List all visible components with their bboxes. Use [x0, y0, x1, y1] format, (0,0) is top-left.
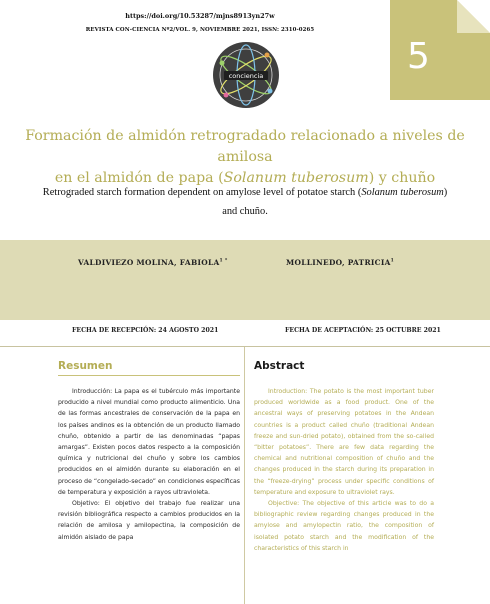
- title-es-line1: Formación de almidón retrogradado relacionado a niveles de amilosa: [25, 128, 465, 165]
- author-2-name: MOLLINEDO, PATRICIA: [286, 258, 391, 267]
- article-number: 5: [407, 36, 430, 77]
- author-1-name: VALDIVIEZO MOLINA, FABIOLA: [78, 258, 220, 267]
- title-es-species: Solanum tuberosum: [223, 170, 369, 186]
- author-2: [286, 258, 394, 267]
- title-es-line2b: ) y chuño: [368, 170, 436, 186]
- resumen-rule: [58, 375, 240, 376]
- column-divider: [244, 347, 245, 604]
- accepted-date: FECHA DE ACEPTACIÓN: 25 OCTUBRE 2021: [285, 327, 441, 334]
- abstract-body: [254, 386, 434, 554]
- article-number-box: [390, 0, 490, 100]
- author-2-affiliation: 1: [390, 258, 395, 264]
- title-en-a: Retrograded starch formation dependent on amylose level of potatoe starch (: [42, 187, 362, 198]
- abstract-heading: Abstract: [254, 360, 305, 372]
- doi-link[interactable]: https://doi.org/10.53287/mjns8913yn27w: [125, 12, 275, 20]
- resumen-paragraph-2: Objetivo: El objetivo del trabajo fue realizar una revisión bibliográfica respecto a cambios producidos en la relación de amilosa y amilopectina, la composición de almidón aislado de papa: [58, 500, 240, 541]
- title-es-line2a: en el almidón de papa (: [54, 170, 224, 186]
- logo-wordmark: conciencia: [228, 72, 264, 80]
- title-spanish: [20, 126, 470, 189]
- journal-line: REVISTA CON-CIENCIA Nº2/VOL. 9, NOVIEMBRE 2021, ISSN: 2310-0265: [85, 27, 315, 33]
- resumen-body: [58, 386, 240, 543]
- author-1: [78, 258, 227, 267]
- title-english: [15, 183, 475, 221]
- resumen-paragraph-1: Introducción: La papa es el tubérculo más importante producido a nivel mundial como producto alimenticio. Una de las formas ancestrales de conservación de la papa en los países andinos es la obtención de un producto llamado chuño, obtenido a partir de las denominadas “papas amargas”. Existen pocos datos respecto a la composición química y nutricional del chuño y sobre los cambios producidos en el almidón durante su elaboración en el proceso de “congelado-secado” en condiciones específicas de temperatura y exposición a rayos ultravioleta.: [58, 388, 240, 496]
- title-en-line2: and chuño.: [222, 206, 268, 217]
- abstract-paragraph-2: Objective: The objective of this article was to do a bibliographic review regarding changes produced in the amylose and amylopectin ratio, the composition of isolated potato starch and the modification of the characteristics of this starch in: [254, 500, 434, 552]
- abstract-paragraph-1: Introduction: The potato is the most important tuber produced worldwide as a food product. One of the ancestral ways of preserving potatoes in the Andean countries is a product called chuño (traditional Andean freeze and sun-dried potato), obtained from the so-called “bitter potatoes”. There are few data regarding the chemical and nutritional composition of chuño and the changes produced in the starch during its preparation in the “freeze-drying” process under specific conditions of temperature and exposure to ultraviolet rays.: [254, 388, 434, 496]
- author-1-affiliation: 1 *: [219, 258, 228, 264]
- section-divider: [0, 346, 490, 347]
- resumen-heading: Resumen: [58, 360, 113, 372]
- title-en-species: Solanum tuberosum: [361, 187, 444, 198]
- authors-band: [0, 240, 490, 320]
- page-fold: [457, 0, 490, 33]
- received-date: FECHA DE RECEPCIÓN: 24 AGOSTO 2021: [72, 327, 219, 334]
- title-en-b: ): [443, 187, 448, 198]
- journal-logo: [212, 41, 280, 109]
